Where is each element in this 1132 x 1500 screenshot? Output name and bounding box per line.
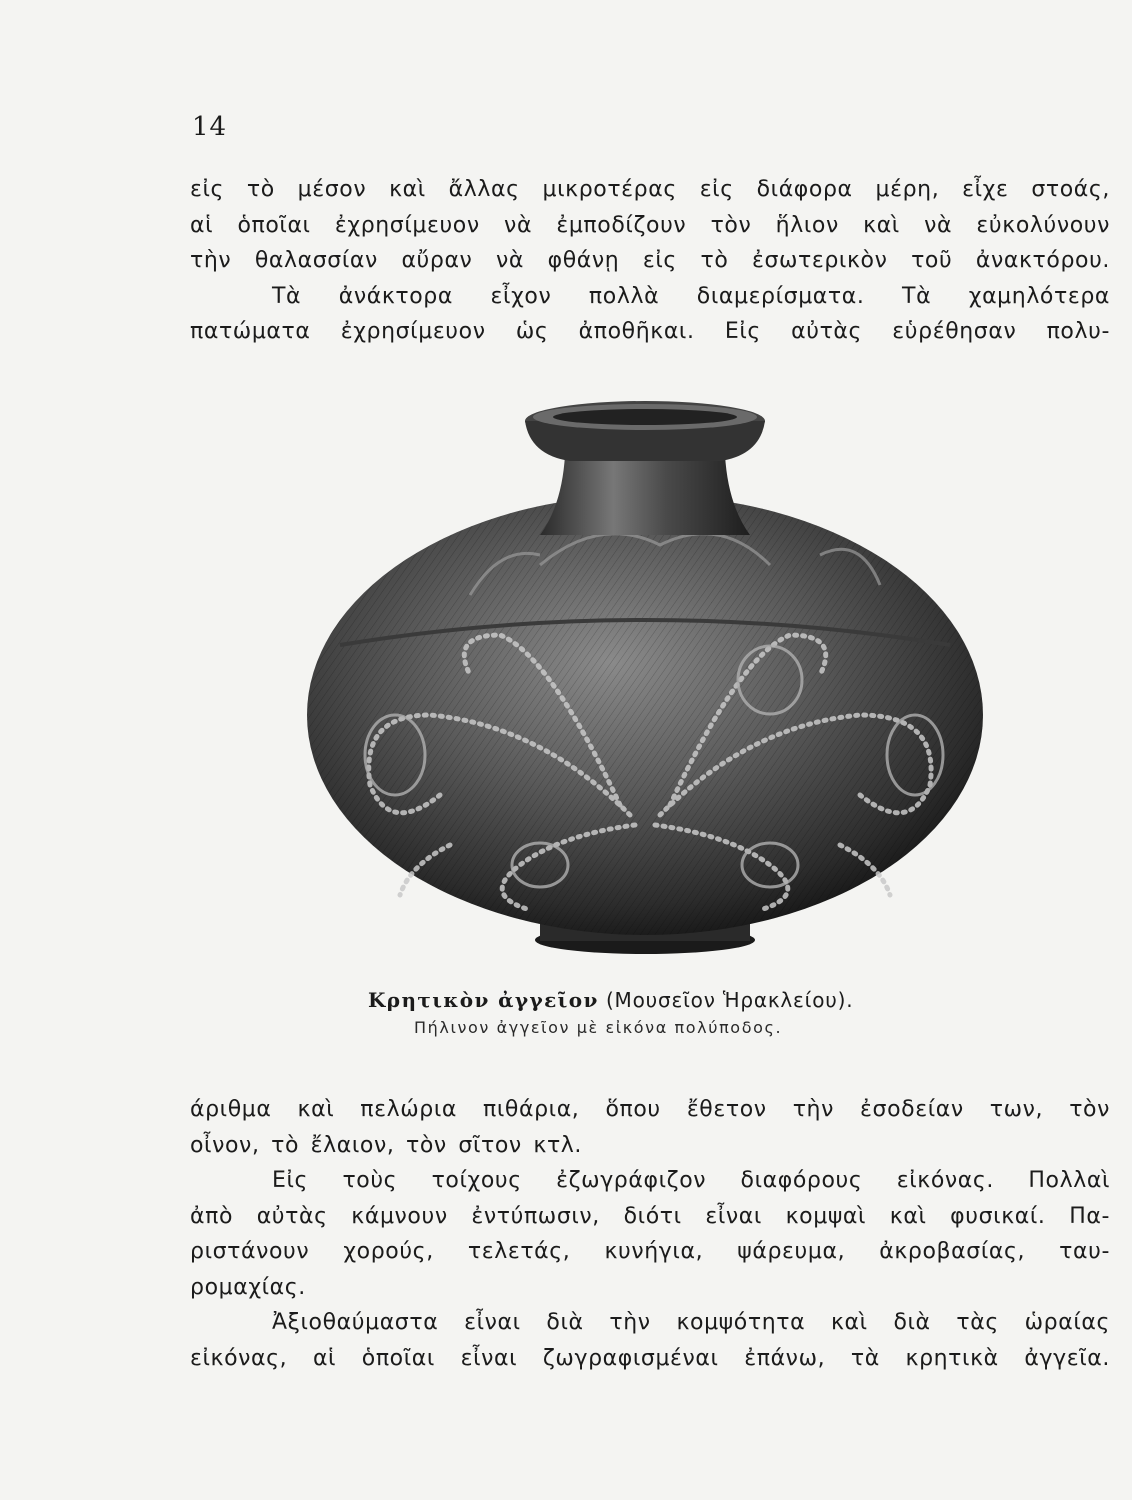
caption-first-line: [368, 988, 988, 1012]
page-number: 14: [192, 112, 228, 142]
caption-source: (Μουσεῖον Ἡρακλείου).: [605, 988, 854, 1012]
text-line: εἰς τὸ μέσον καὶ ἄλλας μικροτέρας εἰς διάφορα μέρη, εἶχε στοάς,: [190, 177, 1110, 202]
caption-description: Πήλινον ἀγγεῖον μὲ εἰκόνα πολύποδος.: [414, 1018, 783, 1037]
text-line: ἀπὸ αὐτὰς κάμνουν ἐντύπωσιν, διότι εἶναι κομψαὶ καὶ φυσικαί. Πα-: [190, 1203, 1110, 1229]
bottom-paragraph: [190, 1092, 1110, 1376]
text-line: οἶνον, τὸ ἔλαιον, τὸν σῖτον κτλ.: [190, 1132, 583, 1158]
text-line: ριστάνουν χορούς, τελετάς, κυνήγια, ψάρευμα, ἀκροβασίας, ταυ-: [190, 1239, 1110, 1264]
text-line: πατώματα ἐχρησίμευον ὡς ἀποθῆκαι. Εἰς αὐτὰς εὑρέθησαν πολυ-: [190, 319, 1110, 344]
top-paragraph: [190, 172, 1110, 350]
text-line: εἰκόνας, αἱ ὁποῖαι εἶναι ζωγραφισμέναι ἐπάνω, τὰ κρητικὰ ἀγγεῖα.: [190, 1345, 1110, 1371]
text-line: αἱ ὁποῖαι ἐχρησίμευον νὰ ἐμποδίζουν τὸν ἥλιον καὶ νὰ εὐκολύνουν: [190, 212, 1110, 238]
text-line: Εἰς τοὺς τοίχους ἐζωγράφιζον διαφόρους εἰκόνας. Πολλαὶ: [272, 1168, 1110, 1193]
figure-caption: [368, 988, 988, 1037]
text-line: Τὰ ἀνάκτορα εἶχον πολλὰ διαμερίσματα. Τὰ χαμηλότερα: [272, 283, 1110, 309]
caption-title: Κρητικὸν ἀγγεῖον: [368, 988, 599, 1012]
text-line: άριθμα καὶ πελώρια πιθάρια, ὅπου ἔθετον τὴν ἐσοδείαν των, τὸν: [190, 1097, 1110, 1122]
text-line: ρομαχίας.: [190, 1274, 306, 1300]
octopus-vase-photo: [300, 395, 1000, 965]
text-line: τὴν θαλασσίαν αὔραν νὰ φθάνῃ εἰς τὸ ἐσωτερικὸν τοῦ ἀνακτόρου.: [190, 248, 1110, 273]
text-line: Ἀξιοθαύμαστα εἶναι διὰ τὴν κομψότητα καὶ διὰ τὰς ὡραίας: [272, 1310, 1110, 1335]
